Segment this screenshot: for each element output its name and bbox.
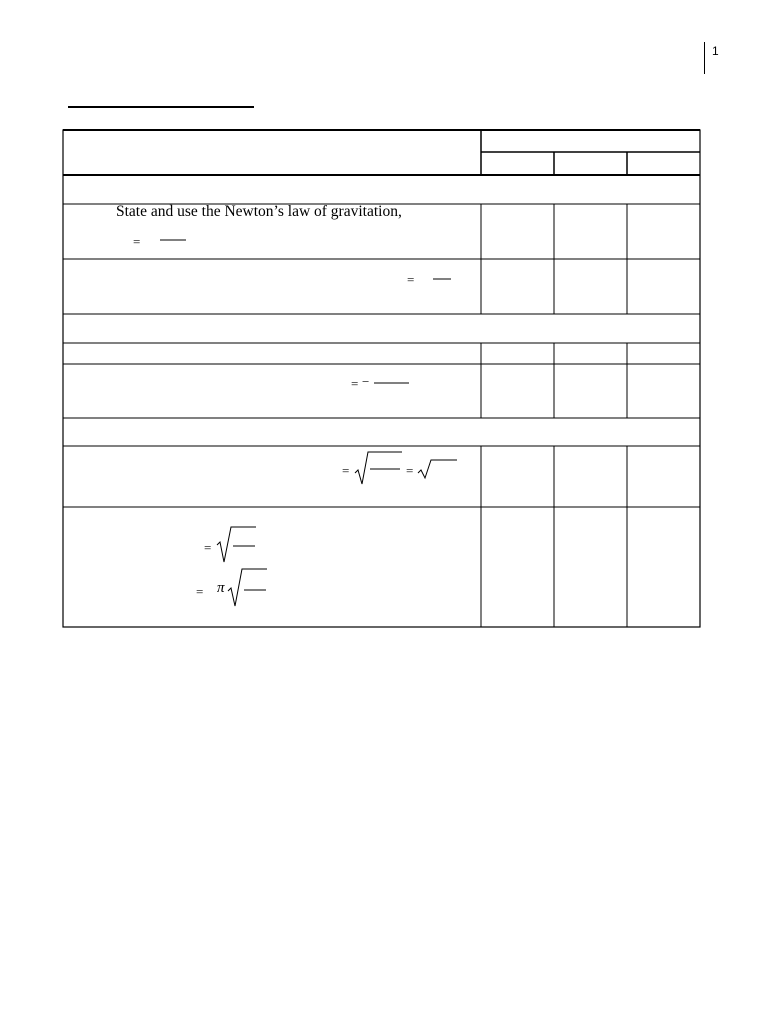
page-number: 1 (712, 44, 719, 58)
outcome-newton-law: State and use the Newton’s law of gravitation, (116, 203, 402, 220)
equals-sign: = (196, 584, 204, 599)
equals-sign: = (342, 463, 350, 478)
minus-sign: − (362, 374, 370, 389)
equals-sign: = (133, 234, 141, 249)
pi-symbol: π (217, 580, 225, 596)
equals-sign: = (406, 463, 414, 478)
equals-sign: = (204, 540, 212, 555)
equals-sign: = (351, 376, 359, 391)
radical-sign (228, 569, 267, 606)
equals-sign: = (407, 272, 415, 287)
radical-sign (355, 452, 402, 484)
radical-sign (217, 527, 256, 562)
radical-sign (418, 460, 457, 478)
